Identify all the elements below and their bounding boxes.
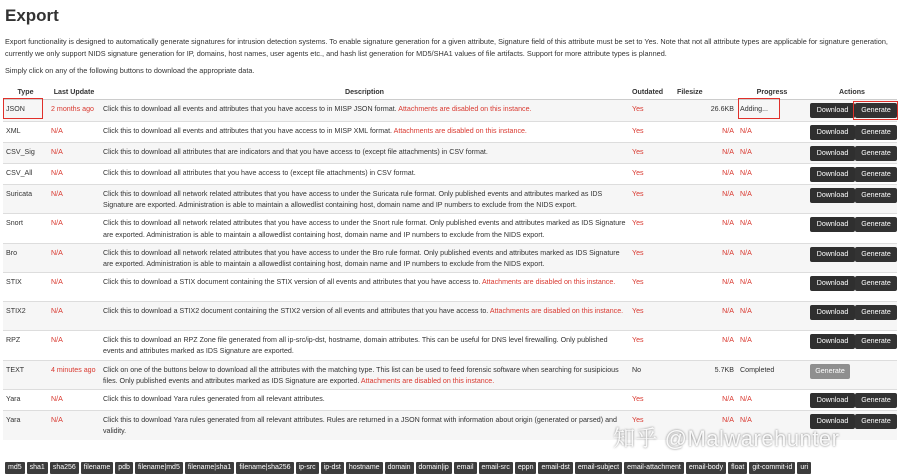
- tag-button[interactable]: domain: [385, 462, 414, 474]
- row-outdated: Yes: [629, 243, 674, 272]
- tag-button[interactable]: eppn: [515, 462, 537, 474]
- row-outdated: Yes: [629, 164, 674, 185]
- tag-button[interactable]: filename|sha256: [236, 462, 293, 474]
- row-type: CSV_Sig: [3, 143, 48, 164]
- generate-button[interactable]: Generate: [855, 125, 897, 140]
- tag-button[interactable]: filename|md5: [135, 462, 183, 474]
- table-row: [3, 143, 897, 164]
- row-description: Click this to download all attributes that are indicators and that you have access to (except file attachments) in CSV format.: [100, 143, 629, 164]
- tag-button[interactable]: git-commit-id: [749, 462, 795, 474]
- row-description: Click this to download all events and attributes that you have access to in MISP XML format. Attachments are disabled on this instance.: [100, 122, 629, 143]
- col-description: Description: [100, 84, 629, 100]
- row-last-update: N/A: [48, 390, 100, 411]
- row-description: Click this to download a STIX2 document containing the STIX2 version of all events and attributes that you have access to. Attachments are disabled on this instance.: [100, 302, 629, 331]
- tag-button[interactable]: filename|sha1: [185, 462, 234, 474]
- row-last-update: N/A: [48, 411, 100, 440]
- row-actions: [807, 331, 897, 360]
- generate-button[interactable]: Generate: [855, 146, 897, 161]
- row-type: Bro: [3, 243, 48, 272]
- row-progress: N/A: [737, 243, 807, 272]
- row-actions: [807, 214, 897, 243]
- table-row: [3, 185, 897, 214]
- row-description: Click on one of the buttons below to download all the attributes with the matching type. This list can be used to feed forensic software when searching for susipicious files. Only published events and attributes marked as IDS Signature are exported. Attachments are disabled on this instance.: [100, 360, 629, 389]
- row-last-update: N/A: [48, 185, 100, 214]
- tag-button[interactable]: email-subject: [575, 462, 622, 474]
- download-button[interactable]: Download: [810, 414, 855, 429]
- col-actions: Actions: [807, 84, 897, 100]
- row-last-update: N/A: [48, 302, 100, 331]
- tag-button[interactable]: ip-dst: [321, 462, 344, 474]
- generate-button[interactable]: Generate: [855, 414, 897, 429]
- tag-button[interactable]: uri: [797, 462, 811, 474]
- tag-button[interactable]: email-body: [686, 462, 726, 474]
- tag-button[interactable]: hostname: [346, 462, 383, 474]
- row-progress: N/A: [737, 331, 807, 360]
- row-type: XML: [3, 122, 48, 143]
- table-row: [3, 390, 897, 411]
- row-description: Click this to download all attributes that you have access to (except file attachments) in CSV format.: [100, 164, 629, 185]
- row-filesize: N/A: [674, 411, 737, 440]
- tag-button[interactable]: email-dst: [538, 462, 572, 474]
- download-button[interactable]: Download: [810, 188, 855, 203]
- highlight-progress: [738, 98, 780, 119]
- table-row: [3, 331, 897, 360]
- row-description: Click this to download Yara rules generated from all relevant attributes.: [100, 390, 629, 411]
- download-button[interactable]: Download: [810, 247, 855, 262]
- row-description: Click this to download Yara rules generated from all relevant attributes. Rules are returned in a JSON format with information about origin (generated or parsed) and validity.: [100, 411, 629, 440]
- generate-button[interactable]: Generate: [855, 334, 897, 349]
- generate-button[interactable]: Generate: [855, 188, 897, 203]
- download-button[interactable]: Download: [810, 103, 855, 118]
- download-button[interactable]: Download: [810, 217, 855, 232]
- tag-button[interactable]: sha1: [27, 462, 48, 474]
- table-row: [3, 302, 897, 331]
- row-outdated: Yes: [629, 214, 674, 243]
- row-progress: Completed: [737, 360, 807, 389]
- table-row: [3, 243, 897, 272]
- row-type: STIX: [3, 273, 48, 302]
- row-description: Click this to download a STIX document containing the STIX version of all events and attributes that you have access to. Attachments are disabled on this instance.: [100, 273, 629, 302]
- download-button[interactable]: Download: [810, 334, 855, 349]
- col-type: Type: [3, 84, 48, 100]
- row-outdated: Yes: [629, 122, 674, 143]
- row-filesize: N/A: [674, 331, 737, 360]
- row-filesize: 26.6KB: [674, 100, 737, 122]
- row-progress: N/A: [737, 164, 807, 185]
- row-last-update: N/A: [48, 122, 100, 143]
- intro-paragraph: Export functionality is designed to automatically generate signatures for intrusion detection systems. To enable signature generation for a given attribute, Signature field of this attribute must be set to Yes. Note that not all attribute types are applicable for signature generation, currently we only support NIDS signature generation for IP, domains, host names, user agents etc., and hash list generation for MD5/SHA1 values of file artifacts. Support for more attribute types is planned.: [5, 37, 888, 58]
- row-outdated: Yes: [629, 411, 674, 440]
- generate-button[interactable]: Generate: [855, 217, 897, 232]
- row-progress: N/A: [737, 411, 807, 440]
- row-actions: [807, 243, 897, 272]
- col-last-update: Last Update: [48, 84, 100, 100]
- tag-button[interactable]: ip-src: [296, 462, 319, 474]
- download-button[interactable]: Download: [810, 393, 855, 408]
- table-row: [3, 360, 897, 389]
- generate-button[interactable]: Generate: [855, 305, 897, 320]
- highlight-json-type: [3, 98, 43, 119]
- row-outdated: Yes: [629, 390, 674, 411]
- tag-button[interactable]: filename: [81, 462, 113, 474]
- row-progress: N/A: [737, 390, 807, 411]
- row-type: Yara: [3, 411, 48, 440]
- row-type: CSV_All: [3, 164, 48, 185]
- row-filesize: N/A: [674, 185, 737, 214]
- row-description: Click this to download all network related attributes that you have access to under the Suricata rule format. Only published events and attributes marked as IDS Signature are exported. Administration is able to maintain a allowedlist containing host, domain name and IP numbers to exclude from the NIDS export.: [100, 185, 629, 214]
- col-outdated: Outdated: [629, 84, 674, 100]
- download-button[interactable]: Download: [810, 146, 855, 161]
- download-button[interactable]: Download: [810, 276, 855, 291]
- row-filesize: N/A: [674, 273, 737, 302]
- table-row: [3, 273, 897, 302]
- row-last-update: N/A: [48, 273, 100, 302]
- tag-button[interactable]: email: [454, 462, 477, 474]
- row-type: Snort: [3, 214, 48, 243]
- row-description: Click this to download all network related attributes that you have access to under the Bro rule format. Only published events and attributes marked as IDS Signature are exported. Administration is able to maintain a allowedlist containing host, domain name and IP numbers to exclude from the NIDS export.: [100, 243, 629, 272]
- generate-button[interactable]: Generate: [855, 247, 897, 262]
- row-type: RPZ: [3, 331, 48, 360]
- table-row: [3, 214, 897, 243]
- row-type: Yara: [3, 390, 48, 411]
- row-last-update: 4 minutes ago: [48, 360, 100, 389]
- row-actions: [807, 185, 897, 214]
- tag-button[interactable]: email-src: [479, 462, 513, 474]
- row-type: TEXT: [3, 360, 48, 389]
- tag-button[interactable]: domain|ip: [416, 462, 452, 474]
- row-outdated: Yes: [629, 273, 674, 302]
- row-filesize: N/A: [674, 243, 737, 272]
- row-description: Click this to download an RPZ Zone file generated from all ip-src/ip-dst, hostname, domain attributes. This can be useful for DNS level firewalling. Only published events and attributes marked as IDS Signature are exported.: [100, 331, 629, 360]
- col-progress: Progress: [737, 84, 807, 100]
- row-filesize: 5.7KB: [674, 360, 737, 389]
- tag-button[interactable]: sha256: [50, 462, 79, 474]
- row-progress: N/A: [737, 273, 807, 302]
- row-progress: Adding...: [737, 100, 807, 122]
- generate-button[interactable]: Generate: [855, 393, 897, 408]
- row-actions: [807, 390, 897, 411]
- row-filesize: N/A: [674, 122, 737, 143]
- tag-button[interactable]: md5: [5, 462, 25, 474]
- highlight-generate: [853, 101, 898, 120]
- row-type: Suricata: [3, 185, 48, 214]
- row-outdated: Yes: [629, 331, 674, 360]
- row-actions: [807, 143, 897, 164]
- row-progress: N/A: [737, 143, 807, 164]
- page-title: Export: [5, 6, 59, 25]
- row-outdated: Yes: [629, 185, 674, 214]
- row-actions: [807, 360, 897, 389]
- row-last-update: N/A: [48, 243, 100, 272]
- row-progress: N/A: [737, 302, 807, 331]
- row-last-update: N/A: [48, 331, 100, 360]
- row-description: Click this to download all network related attributes that you have access to under the Snort rule format. Only published events and attributes marked as IDS Signature are exported. Administration is able to maintain a allowedlist containing host, domain name and IP numbers to exclude from the NIDS export.: [100, 214, 629, 243]
- row-outdated: Yes: [629, 100, 674, 122]
- row-outdated: No: [629, 360, 674, 389]
- col-filesize: Filesize: [674, 84, 737, 100]
- table-row: [3, 164, 897, 185]
- row-filesize: N/A: [674, 143, 737, 164]
- row-type: STIX2: [3, 302, 48, 331]
- row-last-update: N/A: [48, 214, 100, 243]
- generate-button[interactable]: Generate: [855, 103, 897, 118]
- row-filesize: N/A: [674, 214, 737, 243]
- row-actions: [807, 122, 897, 143]
- row-last-update: N/A: [48, 143, 100, 164]
- row-actions: [807, 302, 897, 331]
- download-button[interactable]: Download: [810, 305, 855, 320]
- row-progress: N/A: [737, 214, 807, 243]
- tag-button[interactable]: float: [728, 462, 747, 474]
- table-row: [3, 122, 897, 143]
- row-filesize: N/A: [674, 390, 737, 411]
- instruction-text: Simply click on any of the following buttons to download the appropriate data.: [5, 66, 255, 75]
- export-table: [3, 84, 897, 440]
- row-type: JSON: [3, 100, 48, 122]
- row-filesize: N/A: [674, 302, 737, 331]
- watermark: 知乎 @Malwarehunter: [613, 426, 840, 451]
- row-progress: N/A: [737, 185, 807, 214]
- generate-button[interactable]: Generate: [855, 167, 897, 182]
- row-filesize: N/A: [674, 164, 737, 185]
- row-outdated: Yes: [629, 302, 674, 331]
- tag-button[interactable]: email-attachment: [624, 462, 684, 474]
- row-description: Click this to download all events and attributes that you have access to in MISP JSON format. Attachments are disabled on this instance.: [100, 100, 629, 122]
- generate-button[interactable]: Generate: [855, 276, 897, 291]
- row-actions: [807, 273, 897, 302]
- row-last-update: 2 months ago: [48, 100, 100, 122]
- tag-button[interactable]: pdb: [115, 462, 133, 474]
- download-button[interactable]: Download: [810, 125, 855, 140]
- generate-button[interactable]: Generate: [810, 364, 850, 379]
- row-outdated: Yes: [629, 143, 674, 164]
- row-progress: N/A: [737, 122, 807, 143]
- download-button[interactable]: Download: [810, 167, 855, 182]
- row-actions: [807, 164, 897, 185]
- attribute-type-tags: [5, 456, 900, 474]
- row-last-update: N/A: [48, 164, 100, 185]
